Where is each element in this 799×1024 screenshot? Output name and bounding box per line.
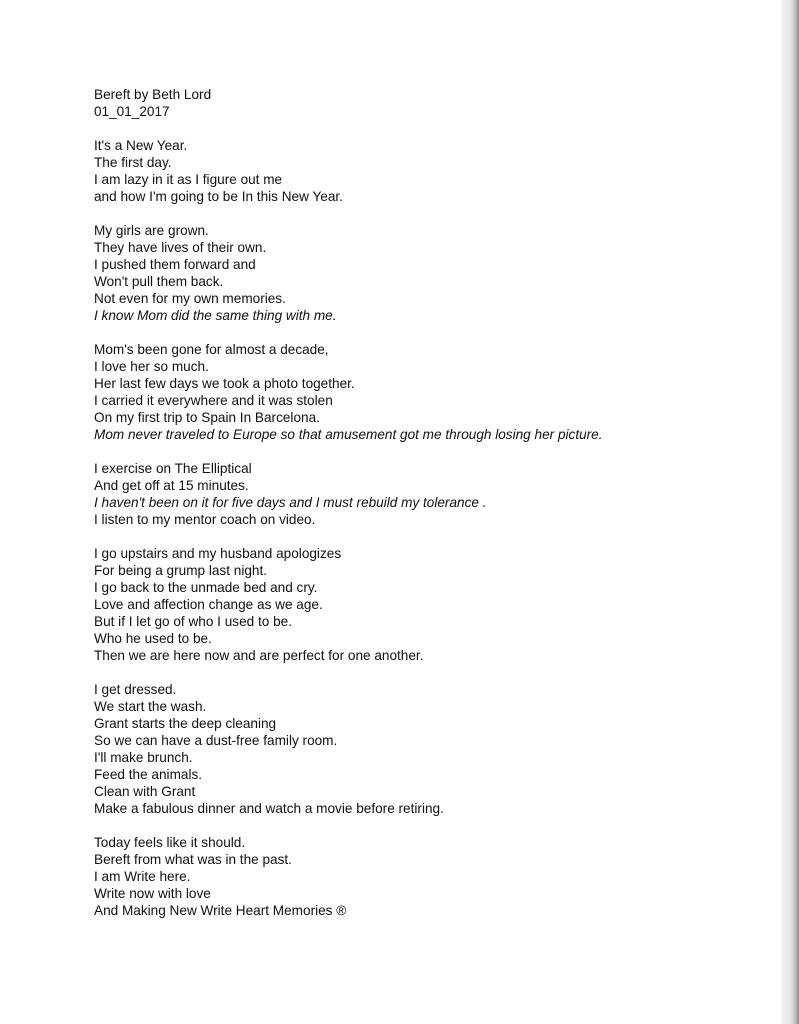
poem-line: Mom never traveled to Europe so that amusement got me through losing her picture. bbox=[94, 427, 603, 442]
poem-line: Won't pull them back. bbox=[94, 274, 224, 289]
poem-line: Clean with Grant bbox=[94, 784, 196, 799]
poem-line: I pushed them forward and bbox=[94, 257, 256, 272]
poem-line: It's a New Year. bbox=[94, 138, 188, 153]
poem-stanza bbox=[94, 222, 754, 324]
poem-line: On my first trip to Spain In Barcelona. bbox=[94, 410, 320, 425]
poem-stanza bbox=[94, 137, 754, 205]
poem-line: I listen to my mentor coach on video. bbox=[94, 512, 316, 527]
page-edge-shadow bbox=[781, 0, 799, 1024]
poem-line: But if I let go of who I used to be. bbox=[94, 614, 292, 629]
poem-line: Who he used to be. bbox=[94, 631, 212, 646]
poem-line: Grant starts the deep cleaning bbox=[94, 716, 277, 731]
poem-date: 01_01_2017 bbox=[94, 104, 170, 119]
poem-stanza bbox=[94, 460, 754, 528]
poem-line: I haven't been on it for five days and I must rebuild my tolerance . bbox=[94, 495, 487, 510]
poem-line: Today feels like it should. bbox=[94, 835, 246, 850]
poem-line: I'll make brunch. bbox=[94, 750, 193, 765]
poem-line: And get off at 15 minutes. bbox=[94, 478, 249, 493]
poem-line: Her last few days we took a photo together. bbox=[94, 376, 355, 391]
poem-line: I exercise on The Elliptical bbox=[94, 461, 252, 476]
poem-line: Love and affection change as we age. bbox=[94, 597, 323, 612]
poem-line: I am lazy in it as I figure out me bbox=[94, 172, 283, 187]
poem-line: Make a fabulous dinner and watch a movie before retiring. bbox=[94, 801, 444, 816]
poem-line: Mom's been gone for almost a decade, bbox=[94, 342, 329, 357]
poem-line: and how I'm going to be In this New Year. bbox=[94, 189, 343, 204]
poem-line: Then we are here now and are perfect for one another. bbox=[94, 648, 424, 663]
poem-stanza bbox=[94, 834, 754, 919]
poem-line: I know Mom did the same thing with me. bbox=[94, 308, 337, 323]
poem-stanzas bbox=[94, 137, 754, 919]
poem-line: Not even for my own memories. bbox=[94, 291, 286, 306]
poem-line: I go upstairs and my husband apologizes bbox=[94, 546, 342, 561]
poem-line: I carried it everywhere and it was stolen bbox=[94, 393, 333, 408]
poem-line: So we can have a dust-free family room. bbox=[94, 733, 338, 748]
poem-line: They have lives of their own. bbox=[94, 240, 267, 255]
poem-line: The first day. bbox=[94, 155, 172, 170]
poem-line: I love her so much. bbox=[94, 359, 209, 374]
poem-line: My girls are grown. bbox=[94, 223, 209, 238]
document-body bbox=[94, 86, 754, 919]
poem-line: Write now with love bbox=[94, 886, 211, 901]
poem-line: Feed the animals. bbox=[94, 767, 203, 782]
poem-line: We start the wash. bbox=[94, 699, 207, 714]
poem-line: And Making New Write Heart Memories ® bbox=[94, 903, 347, 918]
poem-stanza bbox=[94, 681, 754, 817]
poem-line: For being a grump last night. bbox=[94, 563, 268, 578]
poem-stanza bbox=[94, 341, 754, 443]
poem-title: Bereft by Beth Lord bbox=[94, 87, 212, 102]
poem-line: Bereft from what was in the past. bbox=[94, 852, 292, 867]
poem-stanza bbox=[94, 545, 754, 664]
poem-line: I go back to the unmade bed and cry. bbox=[94, 580, 318, 595]
poem-line: I get dressed. bbox=[94, 682, 177, 697]
poem-line: I am Write here. bbox=[94, 869, 191, 884]
